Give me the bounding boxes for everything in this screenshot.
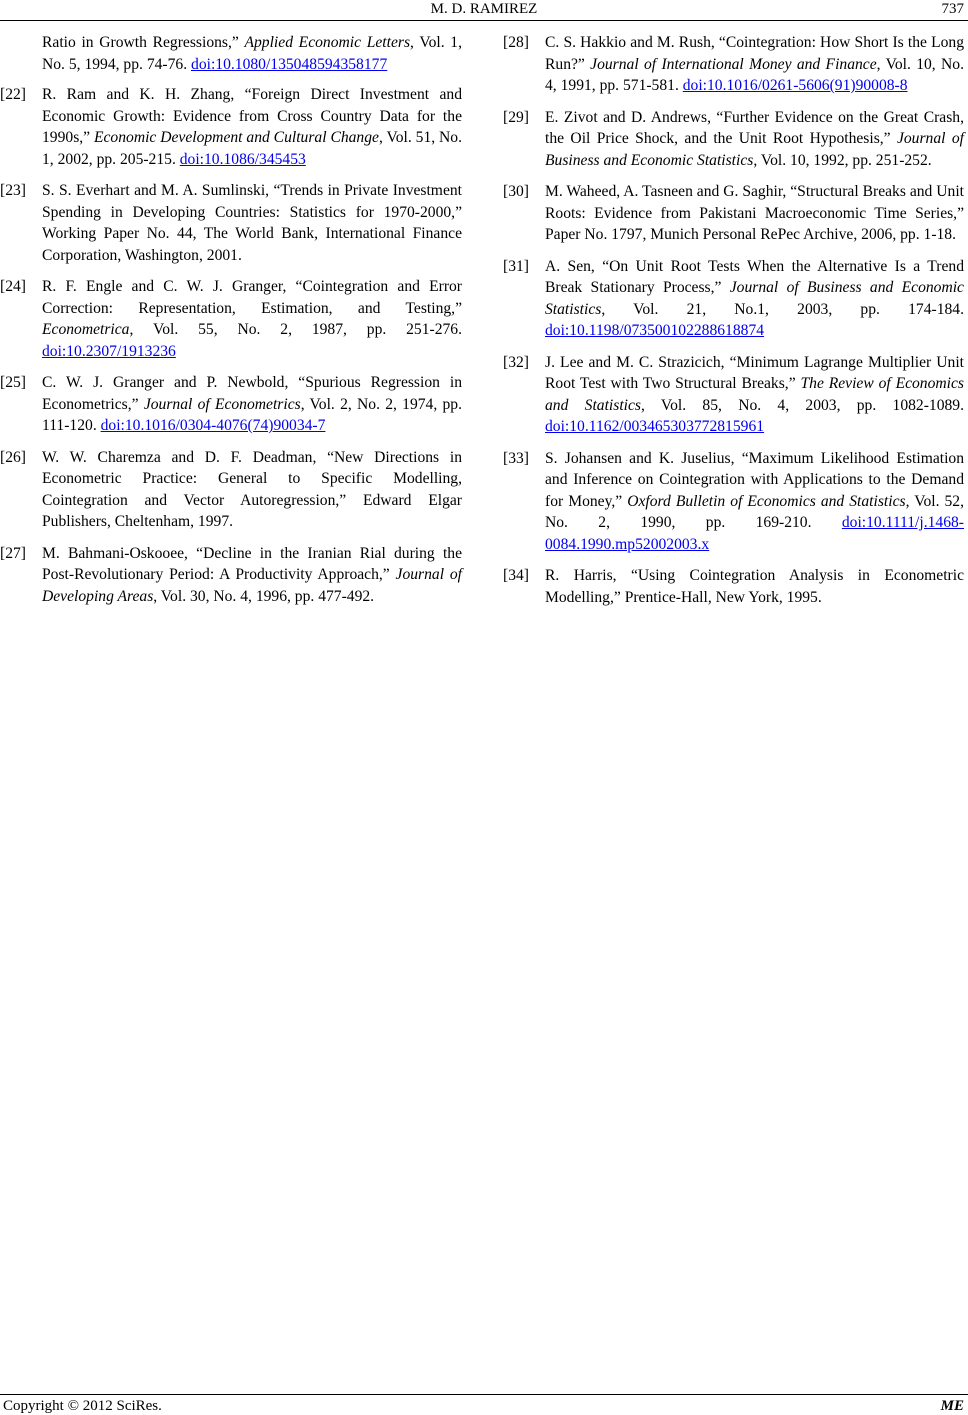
reference-text bbox=[42, 84, 462, 170]
citation-text: C. W. J. Granger and P. Newbold, “Spurious Regression in Econometrics,” bbox=[42, 374, 462, 413]
reference-entry bbox=[0, 32, 462, 75]
citation-text: , Vol. 85, No. 4, 2003, pp. 1082-1089. bbox=[640, 396, 964, 414]
publication-title: Journal of International Money and Finance bbox=[590, 55, 877, 73]
reference-number: [29] bbox=[503, 108, 529, 126]
reference-entry bbox=[0, 84, 462, 170]
reference-entry bbox=[503, 448, 964, 556]
doi-link[interactable]: doi:10.1080/135048594358177 bbox=[191, 55, 388, 73]
reference-entry bbox=[503, 256, 964, 342]
reference-number: [32] bbox=[503, 353, 529, 371]
reference-text bbox=[42, 32, 462, 75]
reference-entry bbox=[0, 372, 462, 437]
page-header bbox=[0, 0, 968, 21]
reference-number: [30] bbox=[503, 183, 529, 200]
citation-text: , Vol. 1, No. 5, 1994, pp. 74-76. bbox=[42, 34, 462, 73]
reference-number: [27] bbox=[0, 544, 26, 562]
reference-entry bbox=[503, 107, 964, 172]
doi-link[interactable]: doi:10.1162/003465303772815961 bbox=[545, 418, 765, 435]
citation-text: , Vol. 30, No. 4, 1996, pp. 477-492. bbox=[153, 587, 375, 605]
doi-link[interactable]: doi:10.1198/073500102288618874 bbox=[545, 322, 765, 339]
citation-text: A. Sen, “On Unit Root Tests When the Alternative Is a Trend Break Stationary Process,” bbox=[545, 257, 964, 296]
publication-title: Applied Economic Letters bbox=[244, 34, 411, 51]
page-number: 737 bbox=[941, 1, 964, 17]
reference-text bbox=[545, 256, 964, 342]
reference-text bbox=[545, 107, 964, 172]
reference-text bbox=[545, 32, 964, 97]
reference-entry bbox=[0, 447, 462, 533]
reference-entry bbox=[503, 565, 964, 608]
publication-title: Economic Development and Cultural Change bbox=[93, 129, 379, 146]
citation-text: , Vol. 21, No.1, 2003, pp. 174-184. bbox=[601, 300, 964, 318]
running-head-author: M. D. RAMIREZ bbox=[430, 1, 538, 17]
citation-text: E. Zivot and D. Andrews, “Further Evidence on the Great Crash, the Oil Price Shock, and the Unit Root Hypothesis,” bbox=[545, 108, 964, 147]
reference-text bbox=[42, 543, 462, 608]
reference-entry bbox=[0, 276, 462, 362]
citation-text: Ratio in Growth Regressions,” bbox=[42, 34, 245, 51]
reference-text bbox=[545, 448, 964, 556]
journal-abbreviation: ME bbox=[940, 1398, 964, 1414]
reference-number: [22] bbox=[0, 86, 26, 103]
doi-link[interactable]: doi:10.1016/0261-5606(91)90008-8 bbox=[682, 77, 908, 94]
reference-entry bbox=[503, 32, 964, 97]
copyright-notice: Copyright © 2012 SciRes. bbox=[3, 1398, 162, 1414]
citation-text: , Vol. 51, No. 1, 2002, pp. 205-215. bbox=[42, 129, 462, 168]
publication-title: Journal of Developing Areas bbox=[42, 566, 462, 605]
publication-title: The Review of Economics and Statistics bbox=[545, 375, 964, 414]
reference-number: [33] bbox=[503, 449, 529, 467]
reference-text bbox=[42, 447, 462, 533]
reference-entry bbox=[503, 352, 964, 438]
citation-text: R. Ram and K. H. Zhang, “Foreign Direct Investment and Economic Growth: Evidence from Cross Country Data for the 1990s,” bbox=[42, 86, 462, 146]
citation-text: J. Lee and M. C. Strazicich, “Minimum Lagrange Multiplier Unit Root Test with Two Structural Breaks,” bbox=[545, 353, 964, 392]
citation-text: , Vol. 10, No. 4, 1991, pp. 571-581. bbox=[545, 55, 964, 94]
reference-entry bbox=[0, 543, 462, 608]
doi-link[interactable]: doi:10.1016/0304-4076(74)90034-7 bbox=[100, 417, 326, 434]
reference-number: [28] bbox=[503, 34, 529, 51]
reference-number: [34] bbox=[503, 567, 529, 584]
citation-text: , Vol. 2, No. 2, 1974, pp. 111-120. bbox=[42, 395, 462, 434]
citation-text: R. F. Engle and C. W. J. Granger, “Cointegration and Error Correction: Representation, Estimation, and Testing,” bbox=[42, 278, 462, 317]
citation-text: , Vol. 55, No. 2, 1987, pp. 251-276. bbox=[129, 321, 462, 338]
citation-text: S. S. Everhart and M. A. Sumlinski, “Trends in Private Investment Spending in Developing Countries: Statistics for 1970-2000,” Working Paper No. 44, The World Bank, International Finance Corporation, Washington, 2001. bbox=[42, 182, 462, 264]
reference-text bbox=[545, 565, 964, 608]
reference-text bbox=[42, 180, 462, 266]
citation-text: , Vol. 52, No. 2, 1990, pp. 169-210. bbox=[545, 492, 964, 531]
citation-text: M. Bahmani-Oskooee, “Decline in the Iranian Rial during the Post-Revolutionary Period: A Productivity Approach,” bbox=[42, 544, 462, 583]
references-right-column bbox=[503, 32, 964, 618]
reference-text bbox=[545, 181, 964, 246]
publication-title: Journal of Business and Economic Statistics bbox=[545, 279, 964, 318]
doi-link[interactable]: doi:10.1086/345453 bbox=[179, 150, 306, 168]
doi-link[interactable]: doi:10.2307/1913236 bbox=[42, 342, 176, 360]
citation-text: C. S. Hakkio and M. Rush, “Cointegration: How Short Is the Long Run?” bbox=[545, 34, 964, 73]
reference-number: [23] bbox=[0, 182, 26, 199]
publication-title: Journal of Business and Economic Statistics bbox=[545, 130, 964, 169]
references-left-column bbox=[0, 32, 462, 617]
reference-entry bbox=[503, 181, 964, 246]
reference-text bbox=[545, 352, 964, 438]
publication-title: Journal of Econometrics bbox=[143, 395, 301, 413]
reference-number: [25] bbox=[0, 374, 26, 391]
reference-entry bbox=[0, 180, 462, 266]
publication-title: Econometrica bbox=[42, 321, 130, 338]
citation-text: W. W. Charemza and D. F. Deadman, “New Directions in Econometric Practice: General to Specific Modelling, Cointegration and Vector Autoregression,” Edward Elgar Publishers, Cheltenham, 1997. bbox=[42, 448, 462, 530]
publication-title: Oxford Bulletin of Economics and Statistics bbox=[627, 492, 906, 510]
reference-text bbox=[42, 276, 462, 362]
doi-link[interactable]: doi:10.1111/j.1468-0084.1990.mp52002003.x bbox=[545, 514, 964, 553]
reference-number: [26] bbox=[0, 448, 26, 466]
reference-number: [31] bbox=[503, 257, 529, 275]
reference-number: [24] bbox=[0, 278, 26, 295]
page-footer bbox=[0, 1394, 968, 1415]
citation-text: M. Waheed, A. Tasneen and G. Saghir, “Structural Breaks and Unit Roots: Evidence from Pakistani Macroeconomic Time Series,” Paper No. 1797, Munich Personal RePec Archive, 2006, pp. 1-18. bbox=[545, 183, 964, 243]
citation-text: S. Johansen and K. Juselius, “Maximum Likelihood Estimation and Inference on Cointegration with Applications to the Demand for Money,” bbox=[545, 449, 964, 510]
citation-text: R. Harris, “Using Cointegration Analysis in Econometric Modelling,” Prentice-Hall, New York, 1995. bbox=[545, 567, 964, 606]
reference-text bbox=[42, 372, 462, 437]
citation-text: , Vol. 10, 1992, pp. 251-252. bbox=[753, 151, 932, 169]
